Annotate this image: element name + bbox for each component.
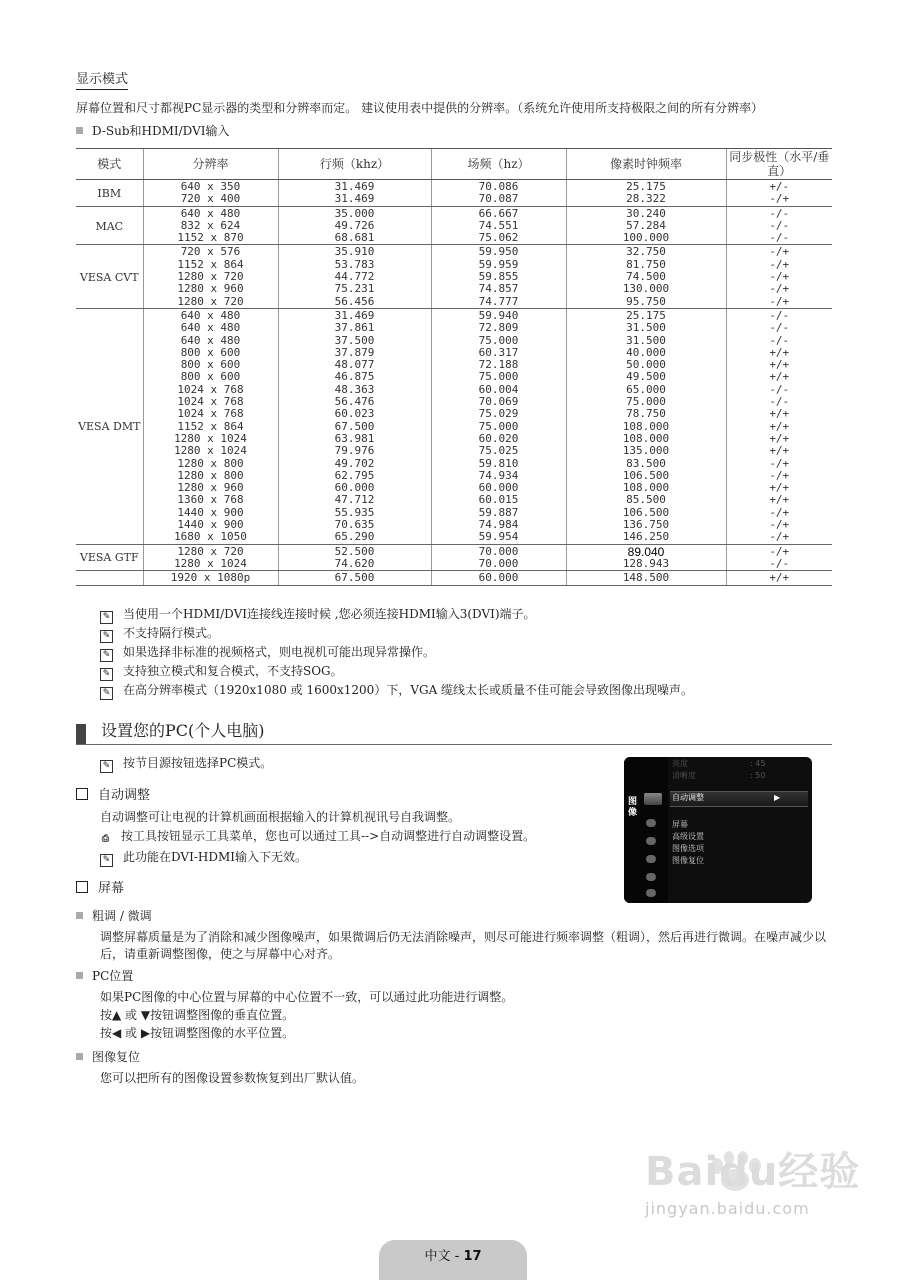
table-cell-value: 1280 x 800 [177, 456, 244, 470]
hfreq-cell [278, 206, 431, 245]
table-cell-value: 48.363 [334, 382, 375, 396]
table-cell-value: 75.231 [334, 282, 375, 296]
table-cell-value: 56.456 [334, 294, 375, 308]
table-cell-value: 89.040 [627, 544, 665, 559]
header-resolution: 分辨率 [143, 149, 278, 180]
sync-polarity-cell [726, 571, 832, 585]
table-header-row [76, 149, 832, 180]
note-icon: ✎ [100, 760, 113, 773]
table-cell-value: 49.726 [334, 218, 375, 232]
hfreq-cell [278, 245, 431, 308]
table-row [76, 571, 832, 585]
table-row [76, 180, 832, 207]
table-cell-value: 72.809 [478, 321, 519, 335]
resolution-cell [143, 544, 278, 571]
table-cell-value: 49.500 [626, 370, 666, 384]
note-item: ✎ 如果选择非标准的视频格式，则电视机可能出现异常操作。 [100, 643, 693, 662]
mode-cell: VESA DMT [76, 308, 143, 544]
table-cell-value: +/+ [769, 444, 790, 458]
table-cell-value: 60.000 [478, 571, 519, 585]
bullet-square-icon [76, 912, 83, 919]
table-cell-value: -/- [769, 218, 790, 232]
table-cell-value: +/+ [769, 493, 790, 507]
table-cell-value: 32.750 [626, 245, 666, 259]
table-cell-value: -/+ [769, 518, 790, 532]
note-icon: ✎ [100, 611, 113, 624]
section-divider [76, 744, 832, 745]
table-cell-value: 75.025 [478, 444, 519, 458]
table-cell-value: 70.000 [478, 556, 519, 570]
table-cell-value: 106.500 [622, 468, 670, 482]
table-cell-value: 108.000 [622, 431, 670, 445]
table-cell-value: -/+ [769, 245, 790, 259]
intro-text: 屏幕位置和尺寸都视PC显示器的类型和分辨率而定。 建议使用表中提供的分辨率。（系统允许使用所支持极限之间的所有分辨率） [76, 101, 764, 115]
table-cell-value: -/- [769, 556, 790, 570]
table-cell-value: 800 x 600 [180, 358, 241, 372]
table-cell-value: 1360 x 768 [177, 493, 244, 507]
table-cell-value: 85.500 [626, 493, 666, 507]
tv-menu-item: 高级设置 [672, 832, 704, 841]
table-cell-value: 60.317 [478, 345, 519, 359]
table-cell-value: 31.469 [334, 192, 375, 206]
table-cell-value: -/+ [769, 294, 790, 308]
table-cell-value: -/- [769, 308, 790, 322]
table-cell-value: 37.879 [334, 345, 375, 359]
subheading [76, 123, 230, 139]
table-cell-value: 31.500 [626, 333, 666, 347]
note-item: ✎ 支持独立模式和复合模式，不支持SOG。 [100, 662, 693, 681]
table-cell-value: 46.875 [334, 370, 375, 384]
table-cell-value: +/- [769, 180, 790, 193]
table-cell-value: 640 x 480 [180, 308, 241, 322]
header-sync-polarity: 同步极性（水平/垂直） [726, 149, 832, 180]
table-cell-value: 49.702 [334, 456, 375, 470]
tv-menu-item: 亮度 : 45 [672, 759, 766, 768]
bullet-square-icon [76, 972, 83, 979]
table-cell-value: -/- [769, 382, 790, 396]
table-cell-value: 1280 x 1024 [174, 431, 247, 445]
header-hfreq: 行频（khz） [278, 149, 431, 180]
vfreq-cell [431, 571, 566, 585]
table-cell-value: -/+ [769, 456, 790, 470]
vfreq-cell [431, 245, 566, 308]
table-cell-value: 74.500 [626, 270, 666, 284]
display-modes-table [76, 148, 832, 586]
channel-icon [646, 837, 656, 845]
table-cell-value: 28.322 [626, 192, 666, 206]
table-cell-value: 67.500 [334, 419, 375, 433]
table-cell-value: 59.855 [478, 270, 519, 284]
table-cell-value: 640 x 350 [180, 180, 241, 193]
table-cell-value: 1680 x 1050 [174, 530, 247, 544]
pixel-clock-cell [566, 206, 726, 245]
table-cell-value: -/- [769, 206, 790, 220]
table-cell-value: +/+ [769, 407, 790, 421]
table-cell-value: 640 x 480 [180, 321, 241, 335]
sound-icon [646, 819, 656, 827]
table-cell-value: -/+ [769, 544, 790, 558]
table-cell-value: 79.976 [334, 444, 375, 458]
table-cell-value: 37.861 [334, 321, 375, 335]
table-cell-value: 62.795 [334, 468, 375, 482]
table-cell-value: 31.469 [334, 308, 375, 322]
table-cell-value: 1440 x 900 [177, 518, 244, 532]
table-cell-value: 48.077 [334, 358, 375, 372]
table-cell-value: 1280 x 960 [177, 481, 244, 495]
table-cell-value: 75.000 [478, 419, 519, 433]
table-cell-value: 75.000 [626, 395, 666, 409]
table-cell-value: +/+ [769, 419, 790, 433]
subheading-text: D-Sub和HDMI/DVI输入 [92, 124, 230, 138]
resolution-cell [143, 206, 278, 245]
table-cell-value: 130.000 [622, 282, 670, 296]
table-cell-value: 59.940 [478, 308, 519, 322]
section-marker [76, 724, 86, 744]
resolution-cell [143, 180, 278, 207]
table-cell-value: 59.887 [478, 505, 519, 519]
tools-icon: ⎙ [101, 834, 110, 844]
table-cell-value: 31.469 [334, 180, 375, 193]
table-cell-value: 50.000 [626, 358, 666, 372]
note-icon: ✎ [100, 854, 113, 867]
table-cell-value: 720 x 576 [180, 245, 241, 259]
note-icon: ✎ [100, 668, 113, 681]
tv-menu-item-selected: 自动调整 [672, 793, 704, 802]
table-cell-value: 75.000 [478, 370, 519, 384]
input-icon [646, 873, 656, 881]
bullet-square-icon [76, 127, 83, 134]
table-cell-value: 83.500 [626, 456, 666, 470]
sync-polarity-cell [726, 245, 832, 308]
page-number: 17 [463, 1249, 482, 1264]
table-cell-value: 55.935 [334, 505, 375, 519]
table-row [76, 544, 832, 571]
pc-position-desc: 如果PC图像的中心位置与屏幕的中心位置不一致，可以通过此功能进行调整。 [100, 990, 514, 1004]
coarse-fine-label: 粗调 / 微调 [76, 908, 152, 925]
pc-position-horizontal: 按◀ 或 ▶按钮调整图像的水平位置。 [100, 1026, 295, 1040]
table-cell-value: 800 x 600 [180, 345, 241, 359]
table-cell-value: 100.000 [622, 231, 670, 245]
pixel-clock-cell [566, 245, 726, 308]
section-heading-display-mode: 显示模式 [76, 72, 128, 90]
table-cell-value: 1280 x 720 [177, 270, 244, 284]
footer-language: 中文 - [424, 1249, 464, 1264]
header-mode: 模式 [76, 149, 143, 180]
table-cell-value: 60.000 [478, 481, 519, 495]
table-cell-value: 40.000 [626, 345, 666, 359]
table-cell-value: 1024 x 768 [177, 395, 244, 409]
table-cell-value: -/- [769, 321, 790, 335]
pixel-clock-cell [566, 180, 726, 207]
table-cell-value: 70.087 [478, 192, 519, 206]
watermark [645, 1140, 860, 1218]
table-cell-value: +/+ [769, 481, 790, 495]
tv-menu-arrow-icon: ▶ [774, 793, 781, 802]
table-cell-value: +/+ [769, 370, 790, 384]
table-cell-value: 1152 x 870 [177, 231, 244, 245]
table-cell-value: 37.500 [334, 333, 375, 347]
table-cell-value: 56.476 [334, 395, 375, 409]
table-cell-value: 70.635 [334, 518, 375, 532]
table-cell-value: 74.934 [478, 468, 519, 482]
table-cell-value: 67.500 [334, 571, 375, 585]
table-cell-value: 72.188 [478, 358, 519, 372]
table-cell-value: 74.777 [478, 294, 519, 308]
table-cell-value: 68.681 [334, 231, 375, 245]
auto-adjust-heading: 自动调整 [76, 788, 150, 804]
table-cell-value: 832 x 624 [180, 218, 241, 232]
table-cell-value: 57.284 [626, 218, 666, 232]
hfreq-cell [278, 571, 431, 585]
table-cell-value: 800 x 600 [180, 370, 241, 384]
table-cell-value: 1280 x 720 [177, 294, 244, 308]
note-icon: ✎ [100, 687, 113, 700]
auto-adjust-tools-note: ⎙ 按工具按钮显示工具菜单，您也可以通过工具-->自动调整进行自动调整设置。 [101, 829, 536, 844]
table-cell-value: 1280 x 800 [177, 468, 244, 482]
bullet-square-icon [76, 1053, 83, 1060]
table-cell-value: 70.086 [478, 180, 519, 193]
page-footer [379, 1240, 527, 1280]
watermark-url: jingyan.baidu.com [645, 1199, 810, 1218]
table-cell-value: 74.551 [478, 218, 519, 232]
table-cell-value: 106.500 [622, 505, 670, 519]
table-cell-value: 640 x 480 [180, 206, 241, 220]
auto-adjust-note: ✎ 此功能在DVI-HDMI输入下无效。 [100, 849, 307, 867]
table-cell-value: 136.750 [622, 518, 670, 532]
table-cell-value: 59.810 [478, 456, 519, 470]
pixel-clock-cell [566, 544, 726, 571]
mode-cell: VESA CVT [76, 245, 143, 308]
table-cell-value: 59.954 [478, 530, 519, 544]
table-cell-value: 640 x 480 [180, 333, 241, 347]
vfreq-cell [431, 308, 566, 544]
table-cell-value: 60.000 [334, 481, 375, 495]
checkbox-square-icon [76, 788, 88, 800]
tv-picture-menu-screenshot [624, 757, 812, 903]
table-cell-value: 75.062 [478, 231, 519, 245]
table-cell-value: 35.000 [334, 206, 375, 220]
table-cell-value: 59.959 [478, 257, 519, 271]
table-cell-value: 53.783 [334, 257, 375, 271]
watermark-logo: Baidu经验 [645, 1149, 861, 1195]
mode-cell: MAC [76, 206, 143, 245]
vfreq-cell [431, 180, 566, 207]
table-cell-value: 135.000 [622, 444, 670, 458]
auto-adjust-desc: 自动调整可让电视的计算机画面根据输入的计算机视讯号自我调整。 [100, 810, 461, 824]
table-cell-value: -/- [769, 231, 790, 245]
table-cell-value: 720 x 400 [180, 192, 241, 206]
picture-icon [644, 793, 662, 805]
table-cell-value: -/+ [769, 192, 790, 206]
screen-heading: 屏幕 [76, 881, 124, 897]
pixel-clock-cell [566, 571, 726, 585]
table-cell-value: 1280 x 960 [177, 282, 244, 296]
table-cell-value: -/- [769, 333, 790, 347]
tv-menu-item: 屏幕 [672, 820, 688, 829]
mode-cell [76, 571, 143, 585]
hfreq-cell [278, 544, 431, 571]
setup-icon [646, 855, 656, 863]
coarse-fine-desc: 调整屏幕质量是为了消除和减少图像噪声，如果微调后仍无法消除噪声，则尽可能进行频率调整（粗调），然后再进行微调。在噪声减少以后，请重新调整图像，使之与屏幕中心对齐。 [100, 930, 827, 961]
table-cell-value: 60.023 [334, 407, 375, 421]
header-vfreq: 场频（hz） [431, 149, 566, 180]
tv-menu-category: 图像 [628, 797, 638, 818]
table-cell-value: 60.020 [478, 431, 519, 445]
table-cell-value: 1024 x 768 [177, 382, 244, 396]
table-cell-value: 74.857 [478, 282, 519, 296]
table-cell-value: 74.984 [478, 518, 519, 532]
pc-position-vertical: 按▲ 或 ▼按钮调整图像的垂直位置。 [100, 1008, 295, 1022]
table-body [76, 180, 832, 586]
reset-label: 图像复位 [76, 1049, 140, 1066]
mode-cell: VESA GTF [76, 544, 143, 571]
vfreq-cell [431, 544, 566, 571]
note-item: ✎ 在高分辨率模式（1920x1080 或 1600x1200）下，VGA 缆线太长或质量不佳可能会导致图像出现噪声。 [100, 681, 693, 700]
table-cell-value: 1280 x 720 [177, 544, 244, 558]
table-cell-value: 75.029 [478, 407, 519, 421]
table-cell-value: 146.250 [622, 530, 670, 544]
table-cell-value: 128.943 [622, 556, 670, 570]
table-cell-value: 44.772 [334, 270, 375, 284]
table-cell-value: 1152 x 864 [177, 419, 244, 433]
table-cell-value: 47.712 [334, 493, 375, 507]
note-item: ✎ 当使用一个HDMI/DVI连接线连接时候 ,您必须连接HDMI输入3(DVI)端子。 [100, 605, 693, 624]
note-item: ✎ 不支持隔行模式。 [100, 624, 693, 643]
table-cell-value: 70.069 [478, 395, 519, 409]
note-icon: ✎ [100, 649, 113, 662]
hfreq-cell [278, 308, 431, 544]
tv-menu-item: 清晰度 : 50 [672, 771, 766, 780]
table-cell-value: 63.981 [334, 431, 375, 445]
sync-polarity-cell [726, 544, 832, 571]
table-cell-value: 1440 x 900 [177, 505, 244, 519]
table-cell-value: -/+ [769, 468, 790, 482]
table-row [76, 206, 832, 245]
resolution-cell [143, 571, 278, 585]
table-cell-value: -/+ [769, 505, 790, 519]
table-cell-value: 75.000 [478, 333, 519, 347]
table-cell-value: 108.000 [622, 419, 670, 433]
support-icon [646, 889, 656, 897]
header-pixel-clock: 像素时钟频率 [566, 149, 726, 180]
table-cell-value: 148.500 [622, 571, 670, 585]
table-cell-value: 65.000 [626, 382, 666, 396]
pc-mode-note: ✎ 按节目源按钮选择PC模式。 [100, 755, 272, 773]
table-cell-value: +/+ [769, 431, 790, 445]
table-cell-value: +/+ [769, 345, 790, 359]
table-cell-value: 1024 x 768 [177, 407, 244, 421]
table-cell-value: 59.950 [478, 245, 519, 259]
table-cell-value: 30.240 [626, 206, 666, 220]
table-cell-value: -/+ [769, 257, 790, 271]
sync-polarity-cell [726, 180, 832, 207]
table-cell-value: 60.015 [478, 493, 519, 507]
pc-position-label: PC位置 [76, 968, 133, 985]
table-cell-value: 35.910 [334, 245, 375, 259]
table-cell-value: -/- [769, 395, 790, 409]
vfreq-cell [431, 206, 566, 245]
mode-cell: IBM [76, 180, 143, 207]
table-cell-value: 81.750 [626, 257, 666, 271]
table-cell-value: -/+ [769, 530, 790, 544]
tv-menu-item: 图像选项 [672, 844, 704, 853]
table-cell-value: 95.750 [626, 294, 666, 308]
tv-menu-sidebar [624, 757, 668, 903]
table-row [76, 245, 832, 308]
table-cell-value: -/+ [769, 282, 790, 296]
table-cell-value: 78.750 [626, 407, 666, 421]
sync-polarity-cell [726, 308, 832, 544]
table-cell-value: 65.290 [334, 530, 375, 544]
table-cell-value: +/+ [769, 358, 790, 372]
section-title: 设置您的PC(个人电脑) [101, 721, 265, 740]
table-cell-value: 25.175 [626, 308, 666, 322]
tv-menu-item: 图像复位 [672, 856, 704, 865]
table-cell-value: 66.667 [478, 206, 519, 220]
table-cell-value: 70.000 [478, 544, 519, 558]
table-cell-value: 1920 x 1080p [170, 571, 251, 585]
table-cell-value: 31.500 [626, 321, 666, 335]
table-row [76, 308, 832, 544]
table-cell-value: 74.620 [334, 556, 375, 570]
table-cell-value: 1152 x 864 [177, 257, 244, 271]
checkbox-square-icon [76, 881, 88, 893]
table-cell-value: +/+ [769, 571, 790, 585]
table-cell-value: 52.500 [334, 544, 375, 558]
table-cell-value: 108.000 [622, 481, 670, 495]
table-cell-value: 1280 x 1024 [174, 556, 247, 570]
notes-list [100, 605, 693, 700]
table-cell-value: 1280 x 1024 [174, 444, 247, 458]
reset-desc: 您可以把所有的图像设置参数恢复到出厂默认值。 [100, 1071, 365, 1085]
table-cell-value: 25.175 [626, 180, 666, 193]
note-icon: ✎ [100, 630, 113, 643]
sync-polarity-cell [726, 206, 832, 245]
resolution-cell [143, 308, 278, 544]
hfreq-cell [278, 180, 431, 207]
resolution-cell [143, 245, 278, 308]
table-cell-value: 60.004 [478, 382, 519, 396]
pixel-clock-cell [566, 308, 726, 544]
table-cell-value: -/+ [769, 270, 790, 284]
